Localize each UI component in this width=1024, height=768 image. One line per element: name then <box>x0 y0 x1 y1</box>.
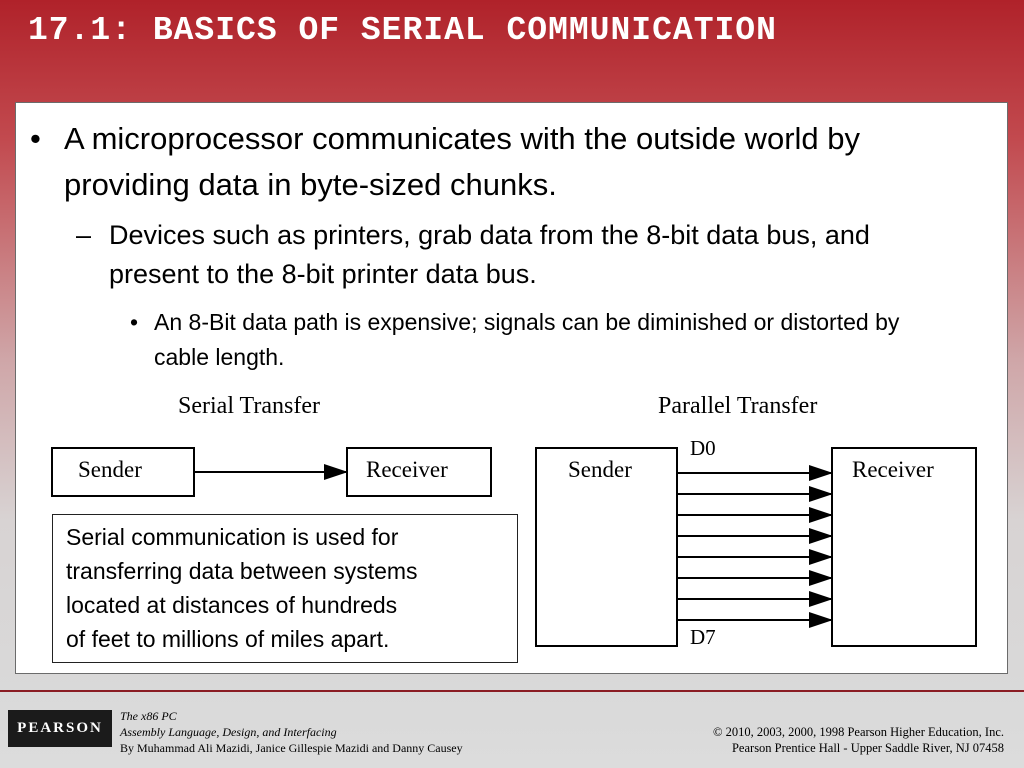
d0-label: D0 <box>690 436 716 460</box>
copyright-text: © 2010, 2003, 2000, 1998 Pearson Higher Education, Inc. <box>712 725 1004 739</box>
parallel-receiver-label: Receiver <box>852 457 934 482</box>
book-subtitle: Assembly Language, Design, and Interfacing <box>120 725 337 739</box>
dash-marker: – <box>76 220 92 250</box>
bullet-level-1 <box>30 116 960 208</box>
note-line: transferring data between systems <box>66 558 418 584</box>
book-title: The x86 PC <box>120 709 177 723</box>
parallel-sender-label: Sender <box>568 457 632 482</box>
footer-divider <box>0 690 1024 692</box>
logo-text: PEARSON <box>17 720 103 736</box>
bullet-marker: • <box>130 309 139 335</box>
bullet-text: An 8-Bit data path is expensive; signals can be diminished or distorted by cable length. <box>154 309 900 370</box>
bullet-level-2 <box>76 216 956 294</box>
d7-label: D7 <box>690 625 716 649</box>
note-line: of feet to millions of miles apart. <box>66 626 390 652</box>
parallel-transfer-title: Parallel Transfer <box>658 393 818 419</box>
bullet-text: A microprocessor communicates with the outside world by providing data in byte-sized chunks. <box>64 121 860 202</box>
serial-receiver-label: Receiver <box>366 457 448 482</box>
book-authors: By Muhammad Ali Mazidi, Janice Gillespie Mazidi and Danny Causey <box>120 741 463 755</box>
slide-title: 17.1: BASICS OF SERIAL COMMUNICATION <box>28 12 777 49</box>
note-line: Serial communication is used for <box>66 524 399 550</box>
pearson-logo <box>8 710 112 747</box>
serial-note-box <box>52 514 518 663</box>
serial-transfer-title: Serial Transfer <box>178 393 320 419</box>
bullet-level-3 <box>130 305 940 375</box>
bullet-marker: • <box>30 121 41 156</box>
book-citation <box>120 708 463 756</box>
publisher-text: Pearson Prentice Hall - Upper Saddle River, NJ 07458 <box>731 741 1004 755</box>
copyright-block <box>713 724 1004 756</box>
note-line: located at distances of hundreds <box>66 592 398 618</box>
bullet-text: Devices such as printers, grab data from the 8-bit data bus, and present to the 8-bit printer data bus. <box>109 220 870 289</box>
serial-sender-label: Sender <box>78 457 142 482</box>
